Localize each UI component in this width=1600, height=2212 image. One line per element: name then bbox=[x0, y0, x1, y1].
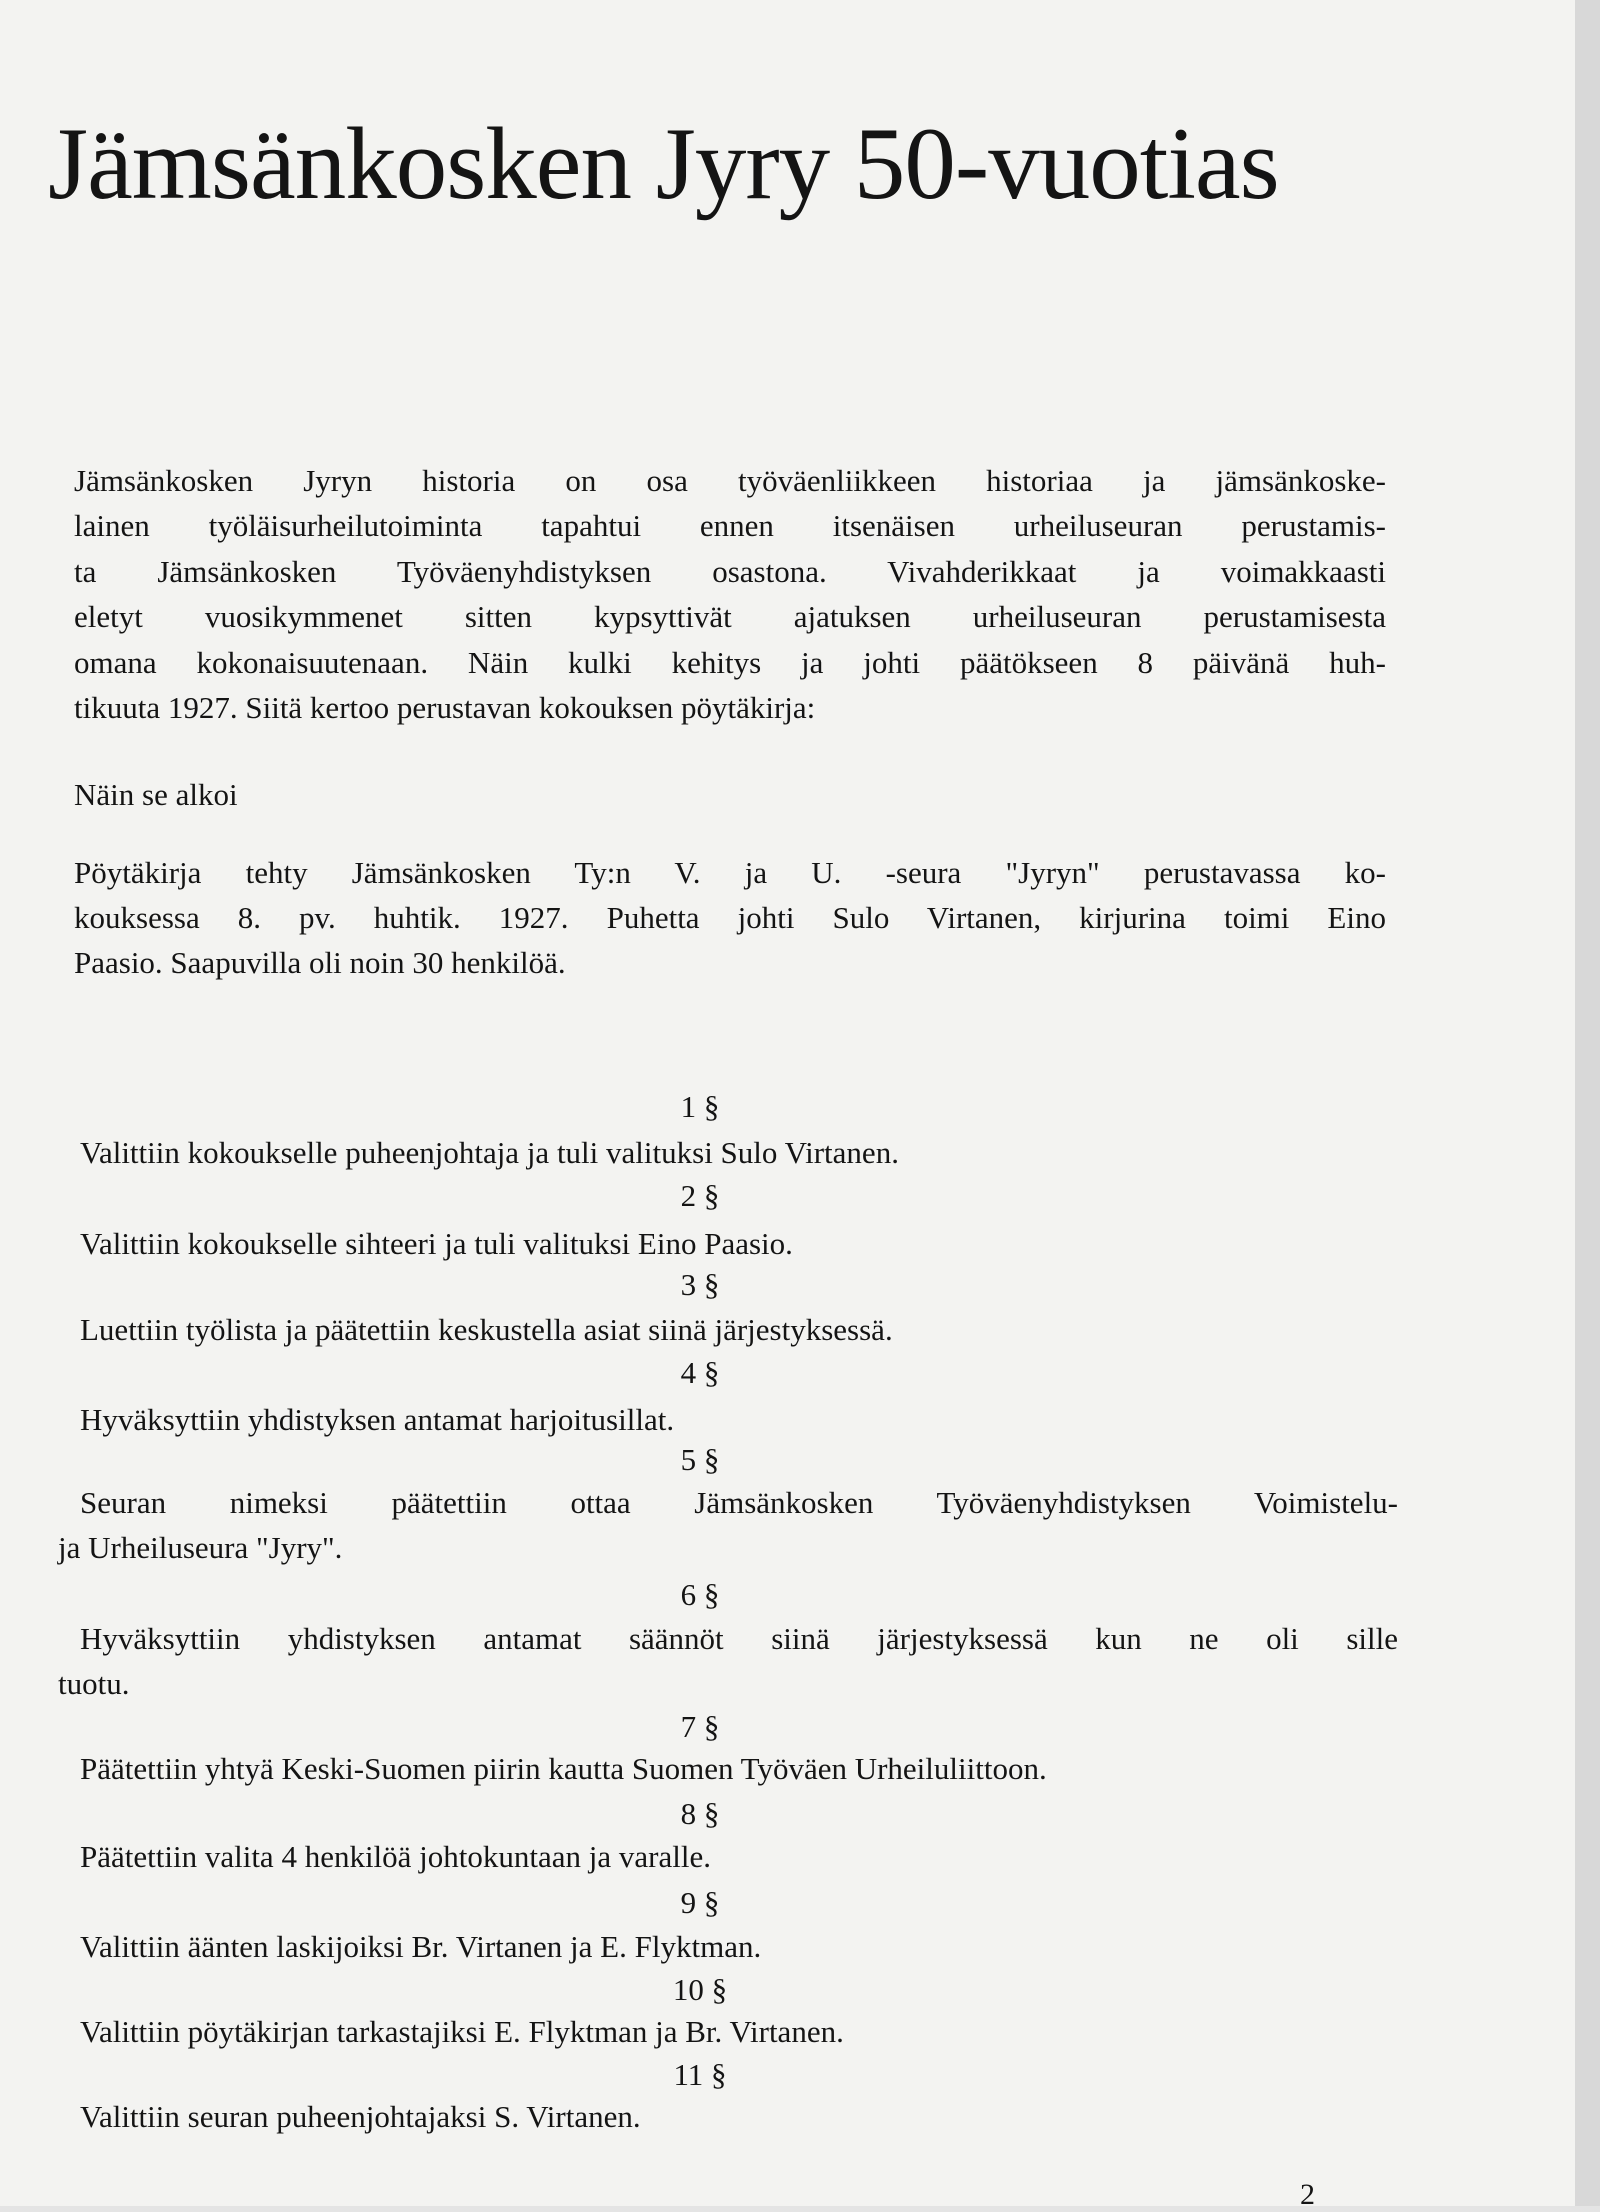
intro-line: omana kokonaisuutenaan. Näin kulki kehitys ja johti päätökseen 8 päivänä huh- bbox=[74, 644, 1386, 680]
intro-line: tikuuta 1927. Siitä kertoo perustavan kokouksen pöytäkirja: bbox=[74, 690, 816, 726]
section-line: Hyväksyttiin yhdistyksen antamat harjoitusillat. bbox=[80, 1402, 675, 1437]
section-number: 7 § bbox=[680, 1709, 720, 1744]
section-text bbox=[80, 1130, 1398, 1175]
section-text bbox=[58, 1480, 1398, 1570]
section-line: Päätettiin yhtyä Keski-Suomen piirin kautta Suomen Työväen Urheiluliittoon. bbox=[80, 1751, 1047, 1786]
section-text bbox=[80, 1834, 1398, 1879]
section-number: 2 § bbox=[680, 1178, 720, 1213]
section-line: Päätettiin valita 4 henkilöä johtokuntaan ja varalle. bbox=[80, 1839, 711, 1874]
section-line: Seuran nimeksi päätettiin ottaa Jämsänkosken Työväenyhdistyksen Voimistelu- bbox=[80, 1485, 1398, 1520]
section-text bbox=[58, 1616, 1398, 1706]
intro-line: Jämsänkosken Jyryn historia on osa työväenliikkeen historiaa ja jämsänkoske- bbox=[74, 463, 1386, 498]
section-line: Valittiin kokoukselle puheenjohtaja ja tuli valituksi Sulo Virtanen. bbox=[80, 1135, 899, 1170]
section-number: 6 § bbox=[680, 1577, 720, 1612]
section-text bbox=[80, 2094, 1398, 2139]
section-text bbox=[80, 2009, 1398, 2054]
article-title: Jämsänkosken Jyry 50-vuotias bbox=[48, 107, 1279, 221]
section-line: Valittiin kokoukselle sihteeri ja tuli valituksi Eino Paasio. bbox=[80, 1226, 793, 1261]
section-number: 3 § bbox=[680, 1267, 720, 1302]
intro-line: ta Jämsänkosken Työväenyhdistyksen osastona. Vivahderikkaat ja voimakkaasti bbox=[74, 553, 1386, 589]
intro-line: lainen työläisurheilutoiminta tapahtui ennen itsenäisen urheiluseuran perustamis- bbox=[74, 508, 1386, 544]
page-edge bbox=[1575, 0, 1600, 2206]
section-number: 5 § bbox=[680, 1442, 720, 1477]
section-number: 11 § bbox=[673, 2057, 727, 2092]
section-number: 8 § bbox=[680, 1796, 720, 1831]
section-text bbox=[80, 1221, 1398, 1266]
minutes-intro-paragraph bbox=[74, 850, 1386, 985]
section-text bbox=[80, 1924, 1398, 1969]
section-line: Luettiin työlista ja päätettiin keskustella asiat siinä järjestyksessä. bbox=[80, 1312, 893, 1347]
minutes-intro-line: Pöytäkirja tehty Jämsänkosken Ty:n V. ja U. -seura "Jyryn" perustavassa ko- bbox=[74, 855, 1386, 890]
section-number: 10 § bbox=[672, 1972, 728, 2007]
section-text bbox=[80, 1746, 1398, 1791]
section-number: 9 § bbox=[680, 1885, 720, 1920]
section-number: 4 § bbox=[680, 1355, 720, 1390]
section-line: ja Urheiluseura "Jyry". bbox=[58, 1530, 343, 1565]
section-line: tuotu. bbox=[58, 1666, 130, 1701]
section-line: Hyväksyttiin yhdistyksen antamat säännöt siinä järjestyksessä kun ne oli sille bbox=[80, 1621, 1398, 1656]
minutes-heading: Näin se alkoi bbox=[74, 777, 238, 812]
section-line: Valittiin seuran puheenjohtajaksi S. Virtanen. bbox=[80, 2099, 641, 2134]
minutes-intro-line: kouksessa 8. pv. huhtik. 1927. Puhetta johti Sulo Virtanen, kirjurina toimi Eino bbox=[74, 900, 1386, 935]
intro-paragraph bbox=[74, 458, 1386, 730]
section-text bbox=[80, 1397, 1398, 1442]
section-text bbox=[80, 1307, 1398, 1352]
section-line: Valittiin pöytäkirjan tarkastajiksi E. Flyktman ja Br. Virtanen. bbox=[80, 2014, 844, 2049]
section-line: Valittiin äänten laskijoiksi Br. Virtanen ja E. Flyktman. bbox=[80, 1929, 762, 1964]
intro-line: eletyt vuosikymmenet sitten kypsyttivät ajatuksen urheiluseuran perustamisesta bbox=[74, 599, 1386, 635]
minutes-intro-line: Paasio. Saapuvilla oli noin 30 henkilöä. bbox=[74, 945, 566, 980]
section-number: 1 § bbox=[680, 1089, 720, 1124]
page-number: 2 bbox=[1300, 2178, 1315, 2211]
